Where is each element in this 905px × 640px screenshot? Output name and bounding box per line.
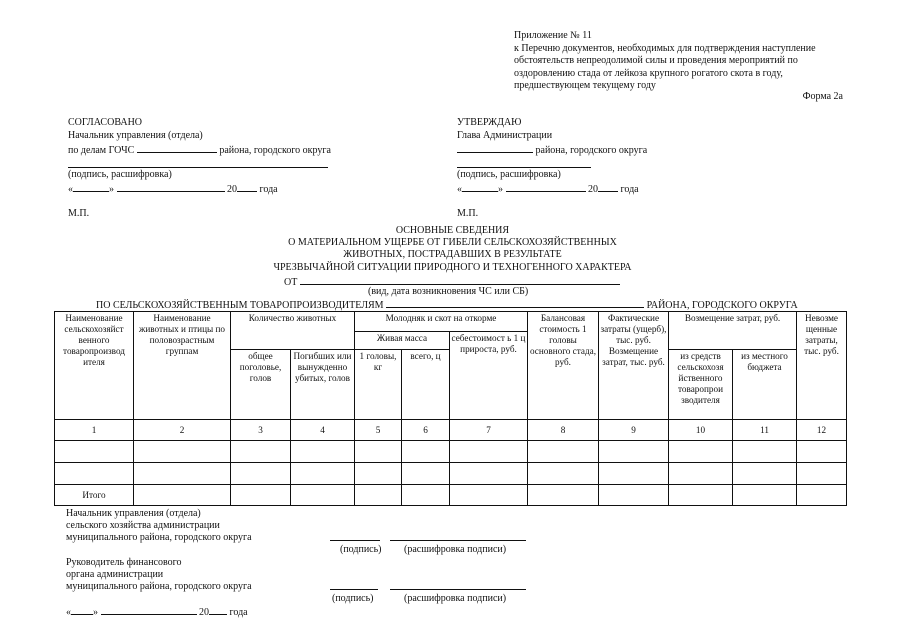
column-number: 9 [599, 420, 669, 441]
table-row [55, 463, 847, 485]
table-cell[interactable] [669, 441, 733, 463]
table-cell[interactable] [669, 485, 733, 506]
form-label: Форма 2а [802, 91, 843, 102]
header-cost-per-centner: себестоимост ь 1 ц прироста, руб. [450, 332, 528, 420]
column-number: 10 [669, 420, 733, 441]
finance-head-block: Руководитель финансового органа администрации муниципального района, городского округа [66, 557, 252, 592]
day-field[interactable] [462, 181, 498, 192]
table-cell[interactable] [599, 463, 669, 485]
signature-line[interactable] [457, 157, 591, 168]
table-cell[interactable] [55, 463, 134, 485]
table-cell[interactable] [797, 485, 847, 506]
table-cell[interactable] [355, 485, 402, 506]
header-balance: Балансовая стоимость 1 головы основного стада, руб. [528, 312, 599, 420]
table-cell[interactable] [733, 463, 797, 485]
column-number: 4 [291, 420, 355, 441]
decoding-caption: (расшифровка подписи) [404, 544, 507, 555]
agriculture-head-block: Начальник управления (отдела) сельского хозяйства администрации муниципального района, городского округа [66, 508, 252, 543]
header-dead: Погибших или вынужденно убитых, голов [291, 350, 355, 420]
table-cell[interactable] [450, 441, 528, 463]
header-young-group: Молодняк и скот на откорме [355, 312, 528, 332]
table-cell[interactable] [231, 485, 291, 506]
year-field[interactable] [598, 181, 618, 192]
day-field[interactable] [73, 181, 109, 192]
signature-line[interactable] [330, 540, 380, 541]
footer-date-line: « » 20 года [66, 604, 248, 620]
producers-label: ПО СЕЛЬСКОХОЗЯЙСТВЕННЫМ ТОВАРОПРОИЗВОДИТЕЛЯМ [96, 300, 384, 311]
appendix-line: обстоятельств непреодолимой силы и проведения мероприятий по [514, 55, 798, 66]
agreed-title: СОГЛАСОВАНО [68, 117, 143, 128]
table-cell[interactable] [402, 463, 450, 485]
approved-line2: района, городского округа [457, 142, 647, 157]
decoding-line[interactable] [390, 589, 526, 590]
district-field[interactable] [137, 142, 217, 153]
district-name-field[interactable] [386, 297, 644, 308]
total-row [55, 485, 847, 506]
header-live-mass: Живая масса [355, 332, 450, 350]
table-cell[interactable] [669, 463, 733, 485]
table-cell[interactable] [450, 485, 528, 506]
header-local-budget: из местного бюджета [733, 350, 797, 420]
table-cell[interactable] [134, 485, 231, 506]
stamp-label: М.П. [68, 208, 90, 219]
column-numbers-row [55, 420, 847, 441]
document-title [0, 225, 905, 274]
signature-line[interactable] [68, 157, 328, 168]
approved-line1: Глава Администрации [457, 130, 553, 141]
title-line: ЧРЕЗВЫЧАЙНОЙ СИТУАЦИИ ПРИРОДНОГО И ТЕХНОГЕННОГО ХАРАКТЕРА [273, 261, 632, 273]
column-number: 11 [733, 420, 797, 441]
month-field[interactable] [101, 604, 197, 615]
table-cell[interactable] [134, 441, 231, 463]
table-cell[interactable] [599, 441, 669, 463]
table-cell[interactable] [733, 441, 797, 463]
appendix-block [514, 30, 854, 93]
table-cell[interactable] [733, 485, 797, 506]
from-label: ОТ [284, 277, 298, 288]
date-line: « » 20 года [68, 181, 331, 196]
table-cell[interactable] [231, 441, 291, 463]
column-number: 6 [402, 420, 450, 441]
table-cell[interactable] [797, 441, 847, 463]
title-line: О МАТЕРИАЛЬНОМ УЩЕРБЕ ОТ ГИБЕЛИ СЕЛЬСКОХОЗЯЙСТВЕННЫХ [288, 237, 617, 249]
decoding-line[interactable] [390, 540, 526, 541]
table-cell[interactable] [355, 463, 402, 485]
column-number: 7 [450, 420, 528, 441]
day-field[interactable] [71, 604, 93, 615]
total-label: Итого [55, 485, 134, 506]
appendix-number: Приложение № 11 [514, 30, 592, 41]
header-producer: Наименование сельскохозяйст венного товаропроизвод ителя [55, 312, 134, 420]
approved-block [457, 116, 647, 220]
district-label: РАЙОНА, ГОРОДСКОГО ОКРУГА [646, 300, 798, 311]
appendix-line: оздоровлению стада от лейкоза крупного рогатого скота в году, [514, 67, 783, 79]
appendix-line: предшествующем текущему году [514, 80, 656, 91]
table-cell[interactable] [291, 485, 355, 506]
table-cell[interactable] [797, 463, 847, 485]
table-cell[interactable] [528, 485, 599, 506]
table-cell[interactable] [55, 441, 134, 463]
table-row [55, 441, 847, 463]
table-cell[interactable] [291, 463, 355, 485]
table-cell[interactable] [402, 441, 450, 463]
column-number: 12 [797, 420, 847, 441]
year-field[interactable] [209, 604, 227, 615]
district-field[interactable] [457, 142, 533, 153]
damage-table [54, 311, 847, 506]
header-animals: Наименование животных и птицы по половозрастным группам [134, 312, 231, 420]
signature-caption: (подпись) [332, 593, 374, 604]
signature-caption: (подпись, расшифровка) [457, 169, 561, 180]
table-cell[interactable] [528, 463, 599, 485]
header-producer-funds: из средств сельскохозя йственного товаропрои зводителя [669, 350, 733, 420]
title-line: ОСНОВНЫЕ СВЕДЕНИЯ [395, 225, 510, 236]
date-line: « » 20 года [457, 181, 647, 196]
column-number: 1 [55, 420, 134, 441]
month-field[interactable] [117, 181, 225, 192]
table-cell[interactable] [355, 441, 402, 463]
signature-caption: (подпись) [340, 544, 382, 555]
column-number: 5 [355, 420, 402, 441]
stamp-label: М.П. [457, 208, 479, 219]
table-cell[interactable] [134, 463, 231, 485]
agreed-block [68, 116, 331, 220]
header-unrefunded: Невозме щенные затраты, тыс. руб. [797, 312, 847, 420]
approved-title: УТВЕРЖДАЮ [457, 117, 522, 128]
table-cell[interactable] [291, 441, 355, 463]
signature-caption: (подпись, расшифровка) [68, 169, 172, 180]
header-count-group: Количество животных [231, 312, 355, 350]
title-line: ЖИВОТНЫХ, ПОСТРАДАВШИХ В РЕЗУЛЬТАТЕ [343, 249, 562, 261]
header-refund-group: Возмещение затрат, руб. [669, 312, 797, 350]
decoding-caption: (расшифровка подписи) [404, 593, 507, 604]
agreed-line1: Начальник управления (отдела) [68, 130, 203, 141]
table-cell[interactable] [528, 441, 599, 463]
table-cell[interactable] [599, 485, 669, 506]
column-number: 8 [528, 420, 599, 441]
appendix-line: к Перечню документов, необходимых для подтверждения наступление [514, 42, 816, 54]
table-cell[interactable] [450, 463, 528, 485]
column-number: 3 [231, 420, 291, 441]
month-field[interactable] [506, 181, 586, 192]
signature-line[interactable] [330, 589, 378, 590]
event-caption: (вид, дата возникновения ЧС или СБ) [368, 286, 529, 297]
agreed-line2: по делам ГОЧС района, городского округа [68, 142, 331, 157]
header-total-livestock: общее поголовье, голов [231, 350, 291, 420]
header-total-mass: всего, ц [402, 350, 450, 420]
table-cell[interactable] [402, 485, 450, 506]
year-field[interactable] [237, 181, 257, 192]
table-cell[interactable] [231, 463, 291, 485]
column-number: 2 [134, 420, 231, 441]
event-field[interactable] [300, 274, 620, 285]
header-actual-costs: Фактические затраты (ущерб), тыс. руб. Возмещение затрат, тыс. руб. [599, 312, 669, 420]
header-per-head: 1 головы, кг [355, 350, 402, 420]
